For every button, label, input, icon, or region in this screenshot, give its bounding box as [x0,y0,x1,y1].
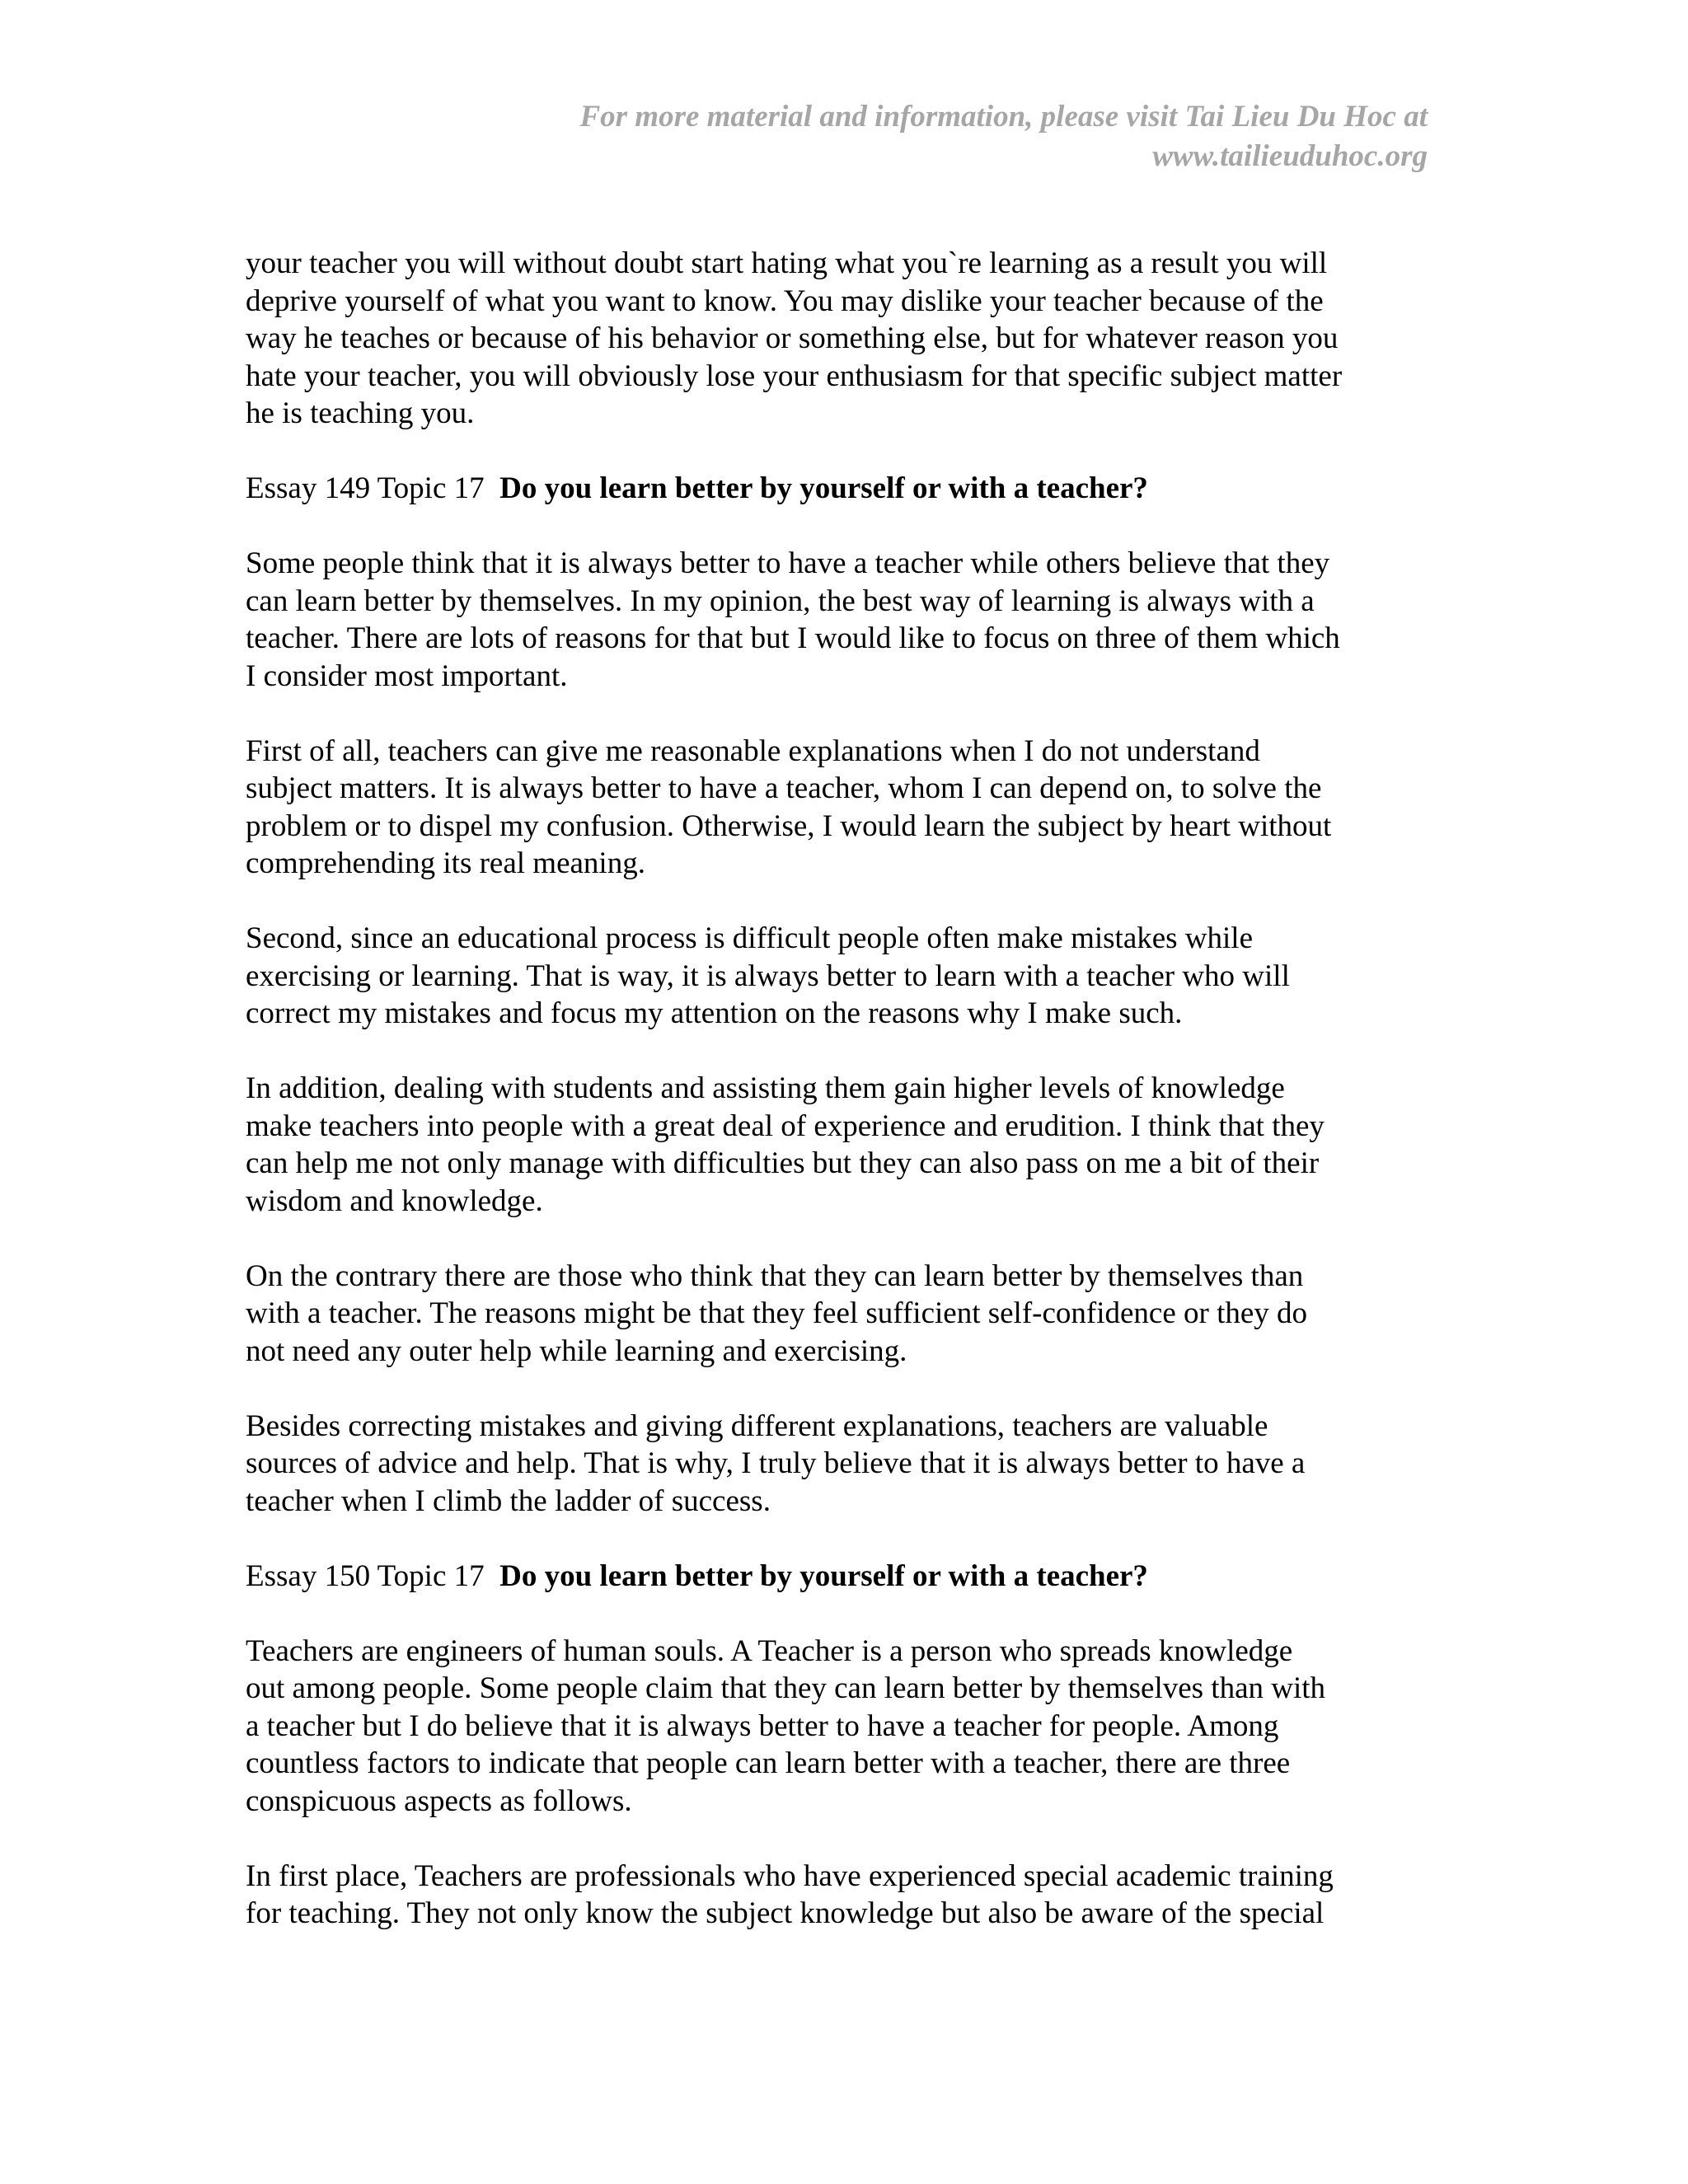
paragraph [246,920,1437,1033]
text-line: a teacher but I do believe that it is always better to have a teacher for people. Among [246,1708,1279,1743]
text-line: I consider most important. [246,658,568,693]
text-line: deprive yourself of what you want to know. You may dislike your teacher because of the [246,284,1324,318]
text-line: In addition, dealing with students and assisting them gain higher levels of knowledge [246,1071,1285,1105]
text-line: he is teaching you. [246,396,475,430]
text-line: correct my mistakes and focus my attention on the reasons why I make such. [246,996,1183,1030]
text-line: sources of advice and help. That is why, I truly believe that it is always better to have a [246,1446,1306,1480]
paragraph [246,1858,1437,1933]
text-line: way he teaches or because of his behavior or something else, but for whatever reason you [246,321,1339,355]
text-line: teacher. There are lots of reasons for that but I would like to focus on three of them which [246,621,1340,655]
text-line: problem or to dispel my confusion. Otherwise, I would learn the subject by heart without [246,808,1332,843]
text-line: Teachers are engineers of human souls. A Teacher is a person who spreads knowledge [246,1633,1293,1668]
text-line: not need any outer help while learning and exercising. [246,1333,907,1368]
text-line: wisdom and knowledge. [246,1183,543,1218]
essay-heading [246,1558,1437,1596]
header-line-2: www.tailieuduhoc.org [1152,139,1428,173]
essay-heading-prefix: Essay 150 Topic 17 [246,1558,500,1593]
text-line: make teachers into people with a great deal of experience and erudition. I think that they [246,1108,1325,1143]
document-body [246,245,1437,1970]
paragraph [246,1408,1437,1521]
text-line: can learn better by themselves. In my opinion, the best way of learning is always with a [246,583,1315,618]
text-line: comprehending its real meaning. [246,846,645,880]
text-line: conspicuous aspects as follows. [246,1783,632,1818]
text-line: countless factors to indicate that people can learn better with a teacher, there are three [246,1746,1291,1780]
text-line: In first place, Teachers are professionals who have experienced special academic training [246,1858,1334,1893]
text-line: for teaching. They not only know the subject knowledge but also be aware of the special [246,1896,1325,1930]
text-line: Some people think that it is always better to have a teacher while others believe that they [246,546,1330,580]
paragraph [246,245,1437,433]
header-line-1: For more material and information, please visit Tai Lieu Du Hoc at [579,100,1428,134]
essay-heading-title: Do you learn better by yourself or with a teacher? [499,1558,1148,1593]
text-line: Besides correcting mistakes and giving different explanations, teachers are valuable [246,1408,1268,1443]
paragraph [246,1258,1437,1371]
essay-heading [246,470,1437,508]
text-line: your teacher you will without doubt start hating what you`re learning as a result you will [246,246,1328,280]
text-line: hate your teacher, you will obviously lose your enthusiasm for that specific subject matter [246,359,1343,393]
paragraph [246,1070,1437,1220]
text-line: Second, since an educational process is difficult people often make mistakes while [246,921,1254,955]
text-line: with a teacher. The reasons might be that they feel sufficient self-confidence or they do [246,1296,1308,1330]
essay-heading-title: Do you learn better by yourself or with a teacher? [499,471,1148,505]
text-line: On the contrary there are those who think that they can learn better by themselves than [246,1258,1304,1293]
essay-heading-prefix: Essay 149 Topic 17 [246,471,500,505]
text-line: First of all, teachers can give me reasonable explanations when I do not understand [246,733,1260,768]
text-line: subject matters. It is always better to have a teacher, whom I can depend on, to solve the [246,771,1322,805]
text-line: can help me not only manage with difficulties but they can also pass on me a bit of their [246,1146,1320,1180]
paragraph [246,733,1437,883]
paragraph [246,545,1437,695]
page-header [274,97,1428,176]
text-line: out among people. Some people claim that they can learn better by themselves than with [246,1671,1326,1705]
text-line: teacher when I climb the ladder of success. [246,1483,771,1518]
text-line: exercising or learning. That is way, it is always better to learn with a teacher who will [246,958,1290,993]
paragraph [246,1633,1437,1821]
